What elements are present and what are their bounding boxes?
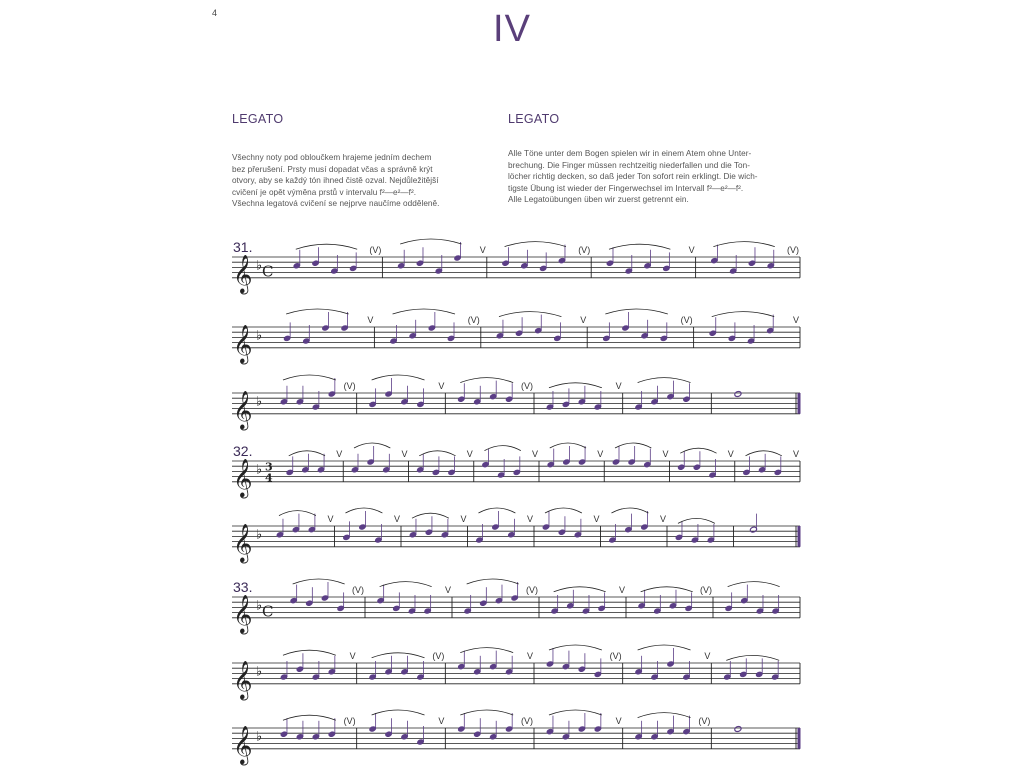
- flat-icon: ♭: [256, 664, 263, 680]
- slur: [419, 451, 455, 456]
- treble-clef-icon: 𝄞: [233, 253, 253, 293]
- bowing-mark: V: [466, 449, 473, 459]
- staff: [232, 508, 800, 564]
- treble-clef-icon: 𝄞: [233, 593, 253, 633]
- bowing-mark: V: [401, 449, 408, 459]
- treble-clef-icon: 𝄞: [233, 457, 253, 497]
- slur: [460, 378, 513, 383]
- czech-line: cvičení je opět výměna prstů v intervalu f²—e²—f².: [232, 187, 417, 197]
- slur: [499, 312, 561, 317]
- treble-clef-icon: 𝄞: [233, 724, 253, 764]
- bowing-mark: (V): [680, 315, 693, 325]
- bowing-mark: V: [438, 381, 445, 391]
- flat-icon: ♭: [256, 258, 263, 274]
- german-line: tigste Übung ist wieder der Fingerwechsel im Intervall f²—e²—f².: [508, 183, 744, 193]
- bowing-mark: (V): [343, 716, 356, 726]
- bowing-mark: V: [793, 449, 800, 459]
- exercise-number: 31.: [233, 239, 253, 255]
- time-signature: C: [262, 602, 274, 621]
- chapter-heading: IV: [493, 8, 531, 50]
- treble-clef-icon: 𝄞: [233, 323, 253, 363]
- slur: [638, 378, 691, 383]
- slur: [283, 375, 336, 380]
- slur: [712, 312, 774, 317]
- bowing-mark: V: [532, 449, 539, 459]
- flat-icon: ♭: [256, 394, 263, 410]
- slur: [549, 710, 602, 715]
- german-line: Alle Töne unter dem Bogen spielen wir in einem Atem ohne Unter-: [508, 149, 752, 158]
- slur: [354, 443, 390, 448]
- flat-icon: ♭: [256, 328, 263, 344]
- bowing-mark: V: [593, 514, 600, 524]
- slur: [549, 383, 602, 388]
- slur: [554, 587, 606, 592]
- slur: [728, 582, 780, 587]
- bowing-mark: (V): [343, 381, 356, 391]
- note-head: [734, 726, 742, 733]
- bowing-mark: V: [479, 245, 486, 255]
- exercise-number: 32.: [233, 443, 253, 459]
- slur: [372, 375, 425, 380]
- slur: [505, 242, 566, 247]
- bowing-mark: (V): [467, 315, 480, 325]
- bowing-mark: V: [580, 315, 587, 325]
- bowing-mark: (V): [787, 245, 799, 255]
- slur: [400, 239, 461, 244]
- bowing-mark: V: [619, 585, 626, 595]
- slur: [393, 309, 455, 314]
- bowing-mark: V: [349, 651, 356, 661]
- czech-line: Všechny noty pod obloučkem hrajeme jedním dechem: [232, 153, 432, 162]
- bowing-mark: V: [662, 449, 669, 459]
- slur: [615, 443, 651, 448]
- bowing-mark: (V): [432, 651, 445, 661]
- bowing-mark: (V): [526, 585, 538, 595]
- bowing-mark: (V): [609, 651, 622, 661]
- slur: [638, 713, 691, 718]
- bowing-mark: V: [394, 514, 401, 524]
- note-head: [734, 391, 742, 398]
- bowing-mark: (V): [700, 585, 712, 595]
- slur: [380, 582, 432, 587]
- staff: [232, 375, 800, 431]
- slur: [609, 244, 670, 249]
- slur: [283, 715, 336, 720]
- slur: [680, 448, 716, 453]
- slur: [726, 655, 779, 660]
- bowing-mark: V: [615, 716, 622, 726]
- slur: [713, 242, 774, 247]
- german-section-title: LEGATO: [508, 112, 560, 126]
- slur: [289, 451, 325, 456]
- german-line: brechung. Die Finger müssen rechtzeitig niederfallen und die Ton-: [508, 160, 751, 170]
- slur: [467, 579, 519, 584]
- bowing-mark: V: [527, 514, 534, 524]
- slur: [605, 309, 667, 314]
- staff: [232, 309, 800, 365]
- bowing-mark: V: [688, 245, 695, 255]
- time-signature-top: 3: [265, 460, 273, 474]
- bowing-mark: V: [336, 449, 343, 459]
- bowing-mark: V: [527, 651, 534, 661]
- slur: [412, 513, 449, 518]
- exercise-number: 33.: [233, 579, 253, 595]
- czech-line: otvory, aby se každý tón ihned čistě ozval. Nejdůležitější: [232, 176, 439, 186]
- bowing-mark: V: [793, 315, 800, 325]
- bowing-mark: V: [367, 315, 374, 325]
- flat-icon: ♭: [256, 729, 263, 745]
- slur: [550, 443, 586, 448]
- bowing-mark: (V): [698, 716, 711, 726]
- page-number: 4: [212, 8, 218, 18]
- time-signature: C: [262, 262, 274, 281]
- czech-section-title: LEGATO: [232, 112, 284, 126]
- slur: [296, 244, 357, 249]
- staff: [232, 443, 800, 499]
- slur: [372, 710, 425, 715]
- slur: [293, 579, 345, 584]
- bowing-mark: V: [327, 514, 334, 524]
- slur: [478, 508, 515, 513]
- slur: [545, 508, 582, 513]
- bowing-mark: (V): [521, 716, 533, 726]
- bowing-mark: V: [460, 514, 467, 524]
- staff: [232, 239, 800, 295]
- bowing-mark: V: [704, 651, 711, 661]
- german-line: löcher richtig decken, so daß jeder Ton sofort rein erklingt. Die wich-: [508, 172, 758, 182]
- slur: [678, 518, 715, 523]
- treble-clef-icon: 𝄞: [233, 659, 253, 699]
- slur: [286, 309, 348, 314]
- slur: [372, 653, 425, 658]
- bowing-mark: V: [615, 381, 622, 391]
- flat-icon: ♭: [256, 527, 263, 543]
- slur: [641, 587, 693, 592]
- treble-clef-icon: 𝄞: [233, 389, 253, 429]
- bowing-mark: (V): [352, 585, 364, 595]
- slur: [279, 511, 316, 516]
- czech-line: Všechna legatová cvičení se nejprve naučíme odděleně.: [232, 199, 440, 209]
- slur: [460, 648, 513, 653]
- slur: [638, 645, 691, 650]
- german-line: Alle Legatoübungen üben wir zuerst getrennt ein.: [508, 195, 689, 205]
- bowing-mark: V: [445, 585, 452, 595]
- bowing-mark: V: [727, 449, 734, 459]
- slur: [745, 451, 781, 456]
- staff: [232, 645, 800, 701]
- bowing-mark: V: [597, 449, 604, 459]
- staff: [232, 579, 800, 635]
- flat-icon: ♭: [256, 462, 263, 478]
- slur: [345, 508, 382, 513]
- czech-line: bez přerušení. Prsty musí dopadat včas a správně krýt: [232, 164, 433, 174]
- slur: [283, 650, 336, 655]
- bowing-mark: (V): [578, 245, 591, 255]
- slur: [549, 645, 602, 650]
- slur: [484, 446, 520, 451]
- staff: [232, 710, 800, 766]
- flat-icon: ♭: [256, 598, 263, 614]
- treble-clef-icon: 𝄞: [233, 522, 253, 562]
- slur: [460, 710, 513, 715]
- bowing-mark: (V): [369, 245, 382, 255]
- bowing-mark: V: [660, 514, 667, 524]
- time-signature-bottom: 4: [265, 471, 273, 485]
- bowing-mark: (V): [521, 381, 533, 391]
- bowing-mark: V: [438, 716, 445, 726]
- slur: [611, 508, 648, 513]
